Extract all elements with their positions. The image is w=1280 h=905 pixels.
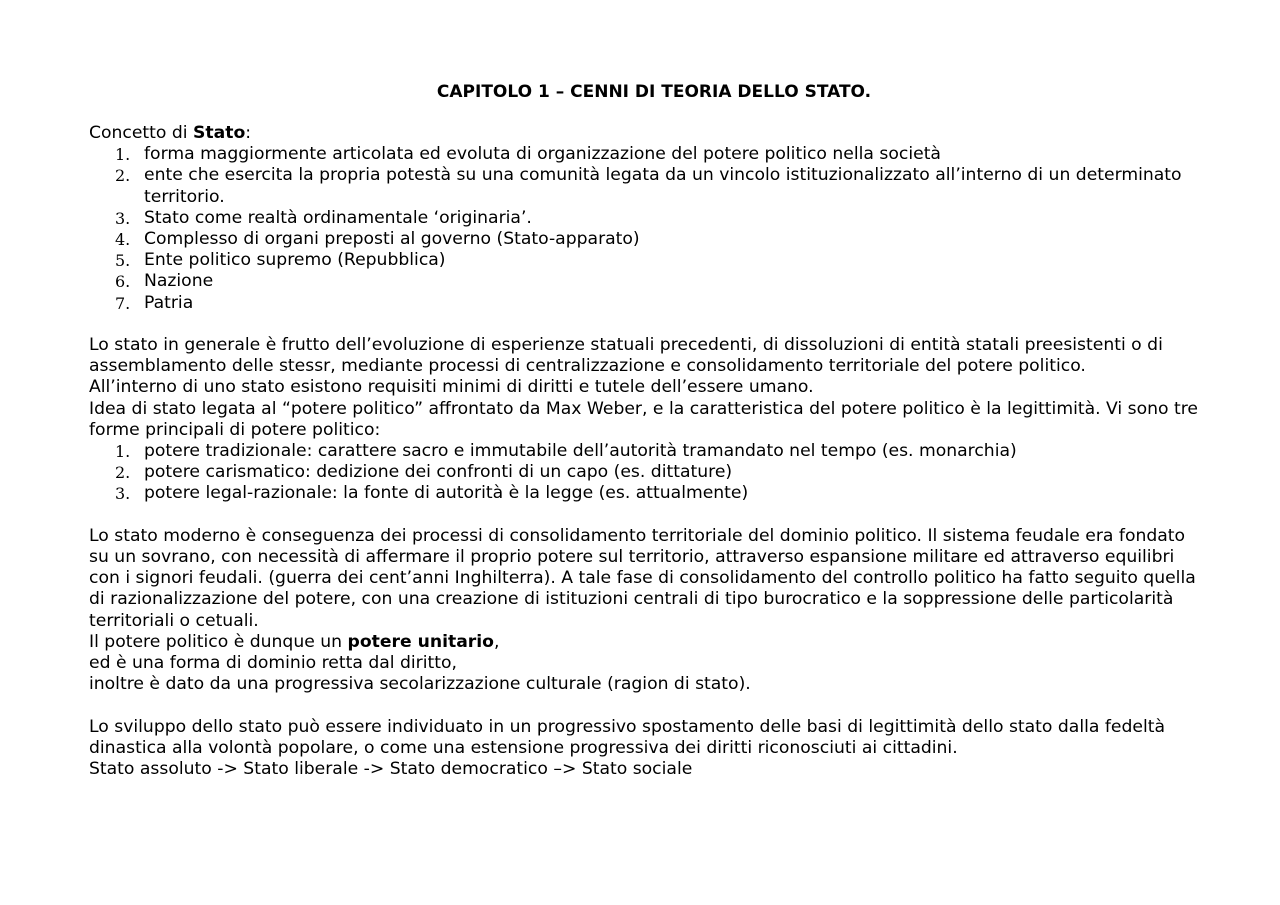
chapter-title: CAPITOLO 1 – CENNI DI TEORIA DELLO STATO. [436,82,872,102]
list-item [89,441,1199,462]
paragraph-requisiti: All’interno di uno stato esistono requisiti minimi di diritti e tutele dell’essere umano. [89,377,814,398]
list-item-text: Patria [144,292,194,313]
paragraph-gap [89,695,1199,716]
potere-unitario-bold: potere unitario [347,631,494,652]
paragraph-gap [89,314,1199,335]
list-item [89,293,1199,314]
list-item [89,462,1199,483]
list-item [89,165,1199,207]
list-item [89,271,1199,292]
list-item-text: potere carismatico: dedizione dei confronti di un capo (es. dittature) [144,462,733,483]
list-item-text: Ente politico supremo (Repubblica) [144,250,446,271]
list-number: 5. [115,251,131,271]
list-number: 4. [115,230,131,250]
list-number: 6. [115,272,131,292]
potere-unitario-prefix: Il potere politico è dunque un [89,631,348,652]
list-number: 3. [115,484,131,504]
potere-unitario-suffix: , [494,631,500,652]
paragraph-sviluppo: Lo sviluppo dello stato può essere individuato in un progressivo spostamento delle basi di legittimità dello stato dalla fedeltà dinastica alla volontà popolare, o come una estensione progressiva dei diritti riconosciuti ai cittadini. [89,716,1166,758]
list-item-text: potere tradizionale: carattere sacro e immutabile dell’autorità tramandato nel tempo (es. monarchia) [144,441,1017,462]
paragraph-dominio: ed è una forma di dominio retta dal diritto, [89,653,457,674]
paragraph-weber: Idea di stato legata al “potere politico” affrontato da Max Weber, e la caratteristica del potere politico è la legittimità. Vi sono tre forme principali di potere politico: [89,398,1199,440]
paragraph-secolarizzazione: inoltre è dato da una progressiva secolarizzazione culturale (ragion di stato). [89,674,751,695]
paragraph-evoluzione-stati: Stato assoluto -> Stato liberale -> Stato democratico –> Stato sociale [89,759,693,780]
list-item [89,229,1199,250]
concetto-bold: Stato [193,123,246,143]
list-number: 2. [115,166,131,186]
paragraph-gap [89,505,1199,526]
list-item-text: Complesso di organi preposti al governo (Stato-apparato) [144,229,640,250]
concetto-list [89,144,1199,314]
paragraph-potere-unitario [89,632,1199,653]
paragraph-stato-moderno: Lo stato moderno è conseguenza dei processi di consolidamento territoriale del dominio politico. Il sistema feudale era fondato su un sovrano, con necessità di affermare il proprio potere sul territorio, attraverso espansione militare ed attraverso equilibri con i signori feudali. (guerra dei cent’anni Inghilterra). A tale fase di consolidamento del controllo politico ha fatto seguito quella di razionalizzazione del potere, con una creazione di istituzioni centrali di tipo burocratico e la soppressione delle particolarità territoriali o cetuali. [89,525,1196,631]
concetto-heading [89,123,1199,144]
list-number: 3. [115,208,131,228]
document-page [89,81,1199,780]
list-item [89,144,1199,165]
list-item [89,483,1199,504]
list-number: 2. [115,463,131,483]
list-item-text: ente che esercita la propria potestà su una comunità legata da un vincolo istituzionalizzato all’interno di un determinato territorio. [144,165,1182,207]
list-item [89,208,1199,229]
potere-list [89,441,1199,505]
list-item [89,250,1199,271]
concetto-prefix: Concetto di [89,123,194,143]
concetto-suffix: : [245,123,252,143]
paragraph-evoluzione: Lo stato in generale è frutto dell’evoluzione di esperienze statuali precedenti, di dissoluzioni di entità statali preesistenti o di assemblamento delle stessr, mediante processi di centralizzazione e consolidamento territoriale del potere politico. [89,335,1163,377]
list-item-text: forma maggiormente articolata ed evoluta di organizzazione del potere politico nella società [144,144,941,165]
list-number: 1. [115,442,131,462]
list-item-text: Stato come realtà ordinamentale ‘originaria’. [144,207,532,228]
list-number: 1. [115,145,131,165]
list-item-text: potere legal-razionale: la fonte di autorità è la legge (es. attualmente) [144,483,749,504]
list-item-text: Nazione [144,271,214,292]
list-number: 7. [115,293,131,313]
